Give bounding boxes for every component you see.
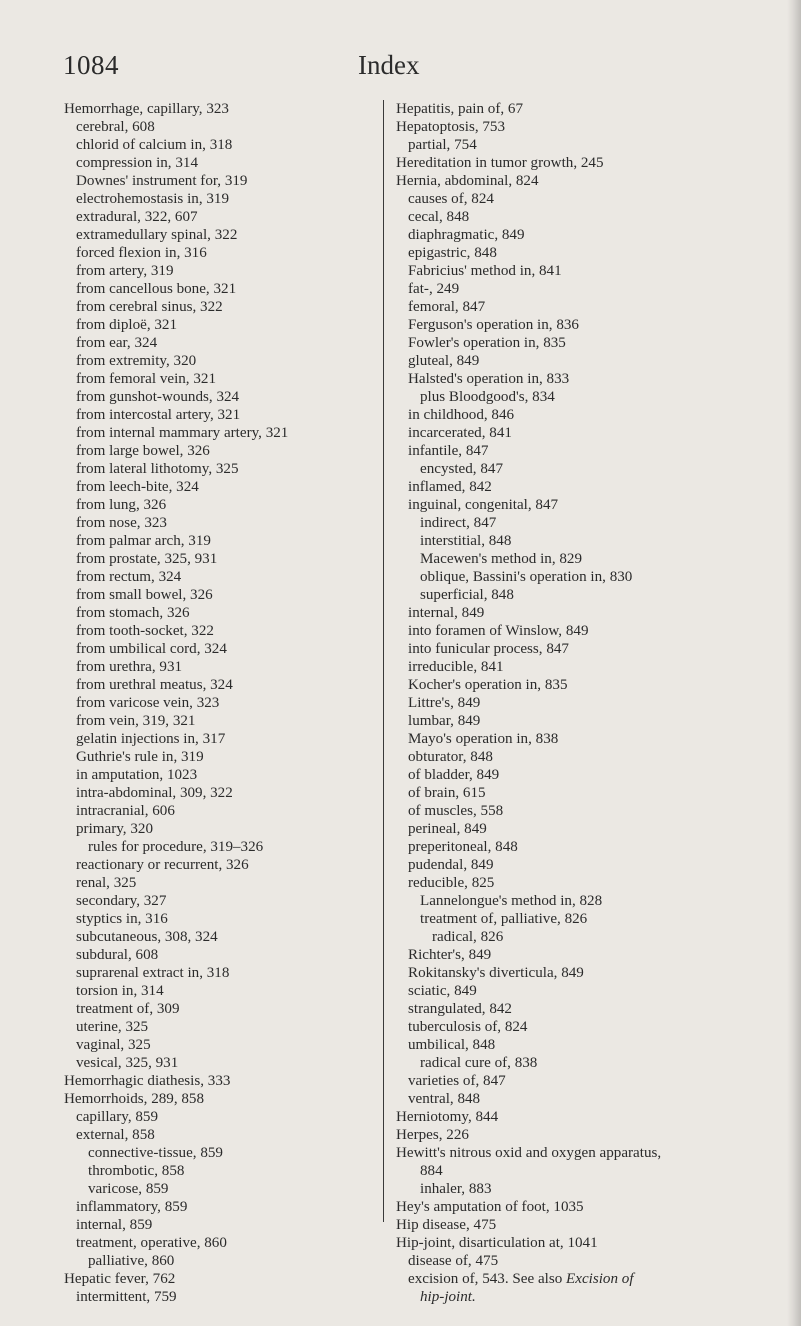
index-entry-text: preperitoneal, 848 <box>408 839 518 855</box>
index-entry-text: from rectum, 324 <box>76 569 182 585</box>
index-subentry <box>64 1144 379 1162</box>
index-entry-text: disease of, 475 <box>408 1253 499 1269</box>
index-entry-text: pudendal, 849 <box>408 857 494 873</box>
index-subentry <box>396 784 781 802</box>
index-entry-text: Fowler's operation in, 835 <box>408 335 566 351</box>
index-subentry <box>396 856 781 874</box>
index-subentry <box>396 262 781 280</box>
index-entry-text: extramedullary spinal, 322 <box>76 227 238 243</box>
index-entry-text: radical cure of, 838 <box>420 1055 538 1071</box>
index-entry-text: from stomach, 326 <box>76 605 190 621</box>
index-entry-text: from cerebral sinus, 322 <box>76 299 223 315</box>
index-heading <box>396 172 781 190</box>
index-heading <box>396 1234 781 1252</box>
index-subentry <box>64 478 379 496</box>
index-entry-text: ventral, 848 <box>408 1091 481 1107</box>
index-entry-text: from diploë, 321 <box>76 317 178 333</box>
index-entry-text: 884 <box>420 1163 443 1179</box>
index-column-left <box>64 100 379 1306</box>
index-entry-text: Fabricius' method in, 841 <box>408 263 562 279</box>
index-subentry <box>64 442 379 460</box>
index-entry-text: in childhood, 846 <box>408 407 515 423</box>
index-entry-text: internal, 859 <box>76 1217 153 1233</box>
index-subentry <box>64 172 379 190</box>
index-entry-text: thrombotic, 858 <box>88 1163 185 1179</box>
index-subentry <box>64 226 379 244</box>
index-subentry <box>396 1162 781 1180</box>
index-entry-text: from cancellous bone, 321 <box>76 281 237 297</box>
index-entry-text: Mayo's operation in, 838 <box>408 731 559 747</box>
index-subentry <box>64 820 379 838</box>
index-entry-text: from artery, 319 <box>76 263 174 279</box>
index-subentry <box>396 892 781 910</box>
index-entry-text: chlorid of calcium in, 318 <box>76 137 233 153</box>
index-subentry <box>396 478 781 496</box>
index-subentry <box>396 766 781 784</box>
index-entry-text: inflamed, 842 <box>408 479 492 495</box>
index-entry-text: internal, 849 <box>408 605 485 621</box>
index-entry-text: epigastric, 848 <box>408 245 497 261</box>
index-subentry <box>64 1108 379 1126</box>
index-entry-text: encysted, 847 <box>420 461 503 477</box>
index-entry-text: from small bowel, 326 <box>76 587 213 603</box>
index-subentry <box>396 316 781 334</box>
index-entry-text: gelatin injections in, 317 <box>76 731 226 747</box>
index-entry-text: forced flexion in, 316 <box>76 245 207 261</box>
index-entry-text: in amputation, 1023 <box>76 767 198 783</box>
index-entry-text: treatment of, 309 <box>76 1001 180 1017</box>
index-entry-text: capillary, 859 <box>76 1109 159 1125</box>
index-entry-text: Hepatitis, pain of, 67 <box>396 101 524 117</box>
index-subentry <box>64 640 379 658</box>
index-subentry <box>396 604 781 622</box>
index-subentry <box>396 622 781 640</box>
index-entry-text: inflammatory, 859 <box>76 1199 188 1215</box>
index-subentry <box>64 712 379 730</box>
index-subentry <box>64 244 379 262</box>
index-entry-text: oblique, Bassini's operation in, 830 <box>420 569 633 585</box>
index-entry-text: lumbar, 849 <box>408 713 481 729</box>
index-entry-text: compression in, 314 <box>76 155 198 171</box>
index-entry-text: Lannelongue's method in, 828 <box>420 893 603 909</box>
index-entry-text: external, 858 <box>76 1127 155 1143</box>
index-subentry <box>64 1180 379 1198</box>
index-entry-text: strangulated, 842 <box>408 1001 512 1017</box>
index-subentry <box>396 1018 781 1036</box>
index-subentry <box>64 1234 379 1252</box>
index-subentry <box>64 568 379 586</box>
index-subentry <box>64 514 379 532</box>
index-subentry <box>396 1180 781 1198</box>
index-entry-text: Macewen's method in, 829 <box>420 551 583 567</box>
index-entry-text: tuberculosis of, 824 <box>408 1019 528 1035</box>
index-subentry <box>396 460 781 478</box>
index-subentry <box>396 550 781 568</box>
index-subentry <box>64 622 379 640</box>
index-entry-text: Hepatoptosis, 753 <box>396 119 506 135</box>
index-subentry <box>396 280 781 298</box>
index-subentry <box>396 838 781 856</box>
index-subentry <box>64 1216 379 1234</box>
index-subentry <box>64 262 379 280</box>
index-entry-text: palliative, 860 <box>88 1253 175 1269</box>
index-subentry <box>64 838 379 856</box>
index-subentry <box>396 532 781 550</box>
index-subentry <box>396 424 781 442</box>
index-subentry <box>396 748 781 766</box>
index-subentry <box>64 1000 379 1018</box>
index-entry-text: partial, 754 <box>408 137 477 153</box>
index-entry-text: from gunshot-wounds, 324 <box>76 389 240 405</box>
index-subentry <box>396 208 781 226</box>
index-entry-text: rules for procedure, 319–326 <box>88 839 264 855</box>
index-entry-text: sciatic, 849 <box>408 983 477 999</box>
index-entry-text: from lung, 326 <box>76 497 167 513</box>
index-heading <box>396 1126 781 1144</box>
index-subentry <box>396 928 781 946</box>
index-entry-text: cecal, 848 <box>408 209 470 225</box>
index-subentry <box>64 730 379 748</box>
index-entry-text: Hemorrhoids, 289, 858 <box>64 1091 205 1107</box>
index-entry-text: causes of, 824 <box>408 191 494 207</box>
index-entry-text: reactionary or recurrent, 326 <box>76 857 249 873</box>
index-subentry <box>64 964 379 982</box>
index-subentry <box>64 874 379 892</box>
index-subentry <box>64 460 379 478</box>
index-subentry <box>396 730 781 748</box>
index-entry-text: radical, 826 <box>432 929 504 945</box>
index-subentry <box>64 658 379 676</box>
index-subentry <box>64 1018 379 1036</box>
index-entry-text: infantile, 847 <box>408 443 489 459</box>
index-entry-text: Downes' instrument for, 319 <box>76 173 248 189</box>
index-subentry <box>396 568 781 586</box>
index-subentry <box>64 1288 379 1306</box>
index-subentry <box>396 442 781 460</box>
index-subentry <box>396 802 781 820</box>
index-entry-text: Hip-joint, disarticulation at, 1041 <box>396 1235 598 1251</box>
index-entry-text: from varicose vein, 323 <box>76 695 220 711</box>
index-subentry <box>64 550 379 568</box>
index-subentry <box>64 280 379 298</box>
index-subentry <box>64 802 379 820</box>
index-subentry <box>64 118 379 136</box>
cross-reference: hip-joint. <box>420 1289 476 1305</box>
index-subentry <box>396 1252 781 1270</box>
index-subentry <box>396 982 781 1000</box>
index-entry-text: Hewitt's nitrous oxid and oxygen apparatus, <box>396 1145 662 1161</box>
index-entry-text: excision of, 543. See also <box>408 1271 567 1287</box>
index-subentry <box>396 910 781 928</box>
index-entry-text: intra-abdominal, 309, 322 <box>76 785 233 801</box>
index-entry-text: of muscles, 558 <box>408 803 504 819</box>
page-right-edge-shadow <box>787 0 801 1326</box>
index-subentry <box>64 136 379 154</box>
index-entry-text: Rokitansky's diverticula, 849 <box>408 965 584 981</box>
index-subentry <box>64 586 379 604</box>
index-entry-text: incarcerated, 841 <box>408 425 512 441</box>
index-subentry <box>64 154 379 172</box>
index-entry-text: Hepatic fever, 762 <box>64 1271 176 1287</box>
index-entry-text: interstitial, 848 <box>420 533 512 549</box>
index-entry-text: suprarenal extract in, 318 <box>76 965 230 981</box>
index-entry-text: subcutaneous, 308, 324 <box>76 929 218 945</box>
index-subentry <box>396 1288 781 1306</box>
index-entry-text: varieties of, 847 <box>408 1073 506 1089</box>
index-subentry <box>396 874 781 892</box>
index-entry-text: intermittent, 759 <box>76 1289 177 1305</box>
index-heading <box>64 100 379 118</box>
index-entry-text: cerebral, 608 <box>76 119 155 135</box>
index-entry-text: fat-, 249 <box>408 281 460 297</box>
index-heading <box>64 1270 379 1288</box>
index-subentry <box>64 352 379 370</box>
index-subentry <box>64 190 379 208</box>
index-entry-text: of brain, 615 <box>408 785 486 801</box>
column-divider-rule <box>383 100 384 1222</box>
index-subentry <box>64 982 379 1000</box>
index-subentry <box>396 406 781 424</box>
index-entry-text: Herniotomy, 844 <box>396 1109 499 1125</box>
index-subentry <box>64 1162 379 1180</box>
index-subentry <box>396 1000 781 1018</box>
index-entry-text: Halsted's operation in, 833 <box>408 371 570 387</box>
index-entry-text: superficial, 848 <box>420 587 514 603</box>
index-entry-text: extradural, 322, 607 <box>76 209 198 225</box>
index-entry-text: into foramen of Winslow, 849 <box>408 623 589 639</box>
index-entry-text: obturator, 848 <box>408 749 493 765</box>
index-subentry <box>396 640 781 658</box>
index-entry-text: from ear, 324 <box>76 335 158 351</box>
index-subentry <box>64 370 379 388</box>
index-subentry <box>396 676 781 694</box>
index-entry-text: from tooth-socket, 322 <box>76 623 214 639</box>
index-subentry <box>64 784 379 802</box>
index-entry-text: Guthrie's rule in, 319 <box>76 749 204 765</box>
index-entry-text: gluteal, 849 <box>408 353 480 369</box>
index-entry-text: Hemorrhagic diathesis, 333 <box>64 1073 231 1089</box>
index-subentry <box>64 748 379 766</box>
index-entry-text: from lateral lithotomy, 325 <box>76 461 239 477</box>
running-head-title: Index <box>358 50 420 80</box>
index-entry-text: Hemorrhage, capillary, 323 <box>64 101 229 117</box>
index-entry-text: into funicular process, 847 <box>408 641 569 657</box>
index-heading <box>396 154 781 172</box>
index-entry-text: intracranial, 606 <box>76 803 175 819</box>
index-entry-text: treatment of, palliative, 826 <box>420 911 588 927</box>
index-entry-text: inhaler, 883 <box>420 1181 492 1197</box>
page-number: 1084 <box>63 50 119 80</box>
index-subentry <box>396 712 781 730</box>
index-entry-text: from urethra, 931 <box>76 659 183 675</box>
index-subentry <box>396 820 781 838</box>
index-entry-text: Littre's, 849 <box>408 695 481 711</box>
index-entry-text: from umbilical cord, 324 <box>76 641 227 657</box>
index-entry-text: Ferguson's operation in, 836 <box>408 317 579 333</box>
index-subentry <box>64 856 379 874</box>
index-entry-text: styptics in, 316 <box>76 911 168 927</box>
index-subentry <box>64 388 379 406</box>
index-entry-text: Richter's, 849 <box>408 947 492 963</box>
index-entry-text: from vein, 319, 321 <box>76 713 196 729</box>
index-heading <box>64 1072 379 1090</box>
index-entry-text: from extremity, 320 <box>76 353 197 369</box>
index-entry-text: primary, 320 <box>76 821 153 837</box>
index-subentry <box>64 1054 379 1072</box>
index-heading <box>396 1144 781 1162</box>
index-entry-text: vesical, 325, 931 <box>76 1055 179 1071</box>
index-subentry <box>396 244 781 262</box>
index-heading <box>396 118 781 136</box>
index-subentry <box>396 946 781 964</box>
index-subentry <box>64 1036 379 1054</box>
index-subentry <box>396 1072 781 1090</box>
index-subentry <box>396 496 781 514</box>
index-entry-text: from internal mammary artery, 321 <box>76 425 289 441</box>
index-entry-text: irreducible, 841 <box>408 659 504 675</box>
index-entry-text: from leech-bite, 324 <box>76 479 199 495</box>
index-entry-text: plus Bloodgood's, 834 <box>420 389 555 405</box>
index-subentry <box>64 1252 379 1270</box>
index-subentry <box>396 1054 781 1072</box>
index-subentry <box>64 946 379 964</box>
index-entry-text: umbilical, 848 <box>408 1037 496 1053</box>
index-subentry <box>64 892 379 910</box>
index-subentry <box>396 226 781 244</box>
index-entry-text: of bladder, 849 <box>408 767 500 783</box>
index-entry-text: electrohemostasis in, 319 <box>76 191 230 207</box>
index-entry-text: indirect, 847 <box>420 515 497 531</box>
index-subentry <box>396 694 781 712</box>
index-entry-text: vaginal, 325 <box>76 1037 151 1053</box>
index-subentry <box>396 1036 781 1054</box>
index-heading <box>64 1090 379 1108</box>
index-entry-text: from large bowel, 326 <box>76 443 210 459</box>
index-subentry <box>64 424 379 442</box>
index-entry-text: treatment, operative, 860 <box>76 1235 227 1251</box>
index-subentry <box>396 334 781 352</box>
index-subentry <box>396 964 781 982</box>
index-subentry <box>64 694 379 712</box>
index-subentry <box>396 370 781 388</box>
index-heading <box>396 1108 781 1126</box>
index-entry-text: Kocher's operation in, 835 <box>408 677 568 693</box>
index-subentry <box>396 136 781 154</box>
index-subentry <box>64 1126 379 1144</box>
index-entry-text: Herpes, 226 <box>396 1127 469 1143</box>
index-entry-text: from palmar arch, 319 <box>76 533 211 549</box>
index-subentry <box>64 604 379 622</box>
index-subentry <box>396 388 781 406</box>
index-subentry <box>396 298 781 316</box>
index-entry-text: secondary, 327 <box>76 893 167 909</box>
index-subentry <box>64 496 379 514</box>
index-subentry <box>396 352 781 370</box>
index-entry-text: from prostate, 325, 931 <box>76 551 218 567</box>
index-entry-text: femoral, 847 <box>408 299 486 315</box>
index-entry-text: from urethral meatus, 324 <box>76 677 233 693</box>
index-subentry <box>64 298 379 316</box>
index-entry-text: diaphragmatic, 849 <box>408 227 525 243</box>
index-subentry <box>64 676 379 694</box>
index-column-right <box>396 100 781 1306</box>
index-subentry <box>396 1090 781 1108</box>
index-entry-text: Hereditation in tumor growth, 245 <box>396 155 604 171</box>
index-entry-text: varicose, 859 <box>88 1181 169 1197</box>
index-entry-text: renal, 325 <box>76 875 137 891</box>
index-subentry <box>64 928 379 946</box>
index-entry-text: from femoral vein, 321 <box>76 371 216 387</box>
index-subentry <box>64 316 379 334</box>
index-entry-text: subdural, 608 <box>76 947 159 963</box>
index-subentry <box>396 658 781 676</box>
index-entry-text: reducible, 825 <box>408 875 495 891</box>
index-entry-text: from intercostal artery, 321 <box>76 407 241 423</box>
index-heading <box>396 1216 781 1234</box>
index-heading <box>396 100 781 118</box>
index-subentry <box>64 406 379 424</box>
index-entry-text: from nose, 323 <box>76 515 167 531</box>
index-subentry <box>64 766 379 784</box>
index-subentry <box>64 910 379 928</box>
index-subentry <box>396 514 781 532</box>
index-entry-text: torsion in, 314 <box>76 983 164 999</box>
index-entry-text: Hernia, abdominal, 824 <box>396 173 539 189</box>
index-heading <box>396 1198 781 1216</box>
index-subentry <box>396 190 781 208</box>
cross-reference: Excision of <box>566 1271 634 1287</box>
index-subentry <box>64 1198 379 1216</box>
index-entry-text: perineal, 849 <box>408 821 487 837</box>
index-entry-text: uterine, 325 <box>76 1019 149 1035</box>
index-entry-text: Hip disease, 475 <box>396 1217 497 1233</box>
index-subentry <box>396 1270 781 1288</box>
index-subentry <box>64 208 379 226</box>
index-subentry <box>396 586 781 604</box>
index-subentry <box>64 532 379 550</box>
index-entry-text: connective-tissue, 859 <box>88 1145 223 1161</box>
index-entry-text: Hey's amputation of foot, 1035 <box>396 1199 584 1215</box>
index-subentry <box>64 334 379 352</box>
index-entry-text: inguinal, congenital, 847 <box>408 497 559 513</box>
